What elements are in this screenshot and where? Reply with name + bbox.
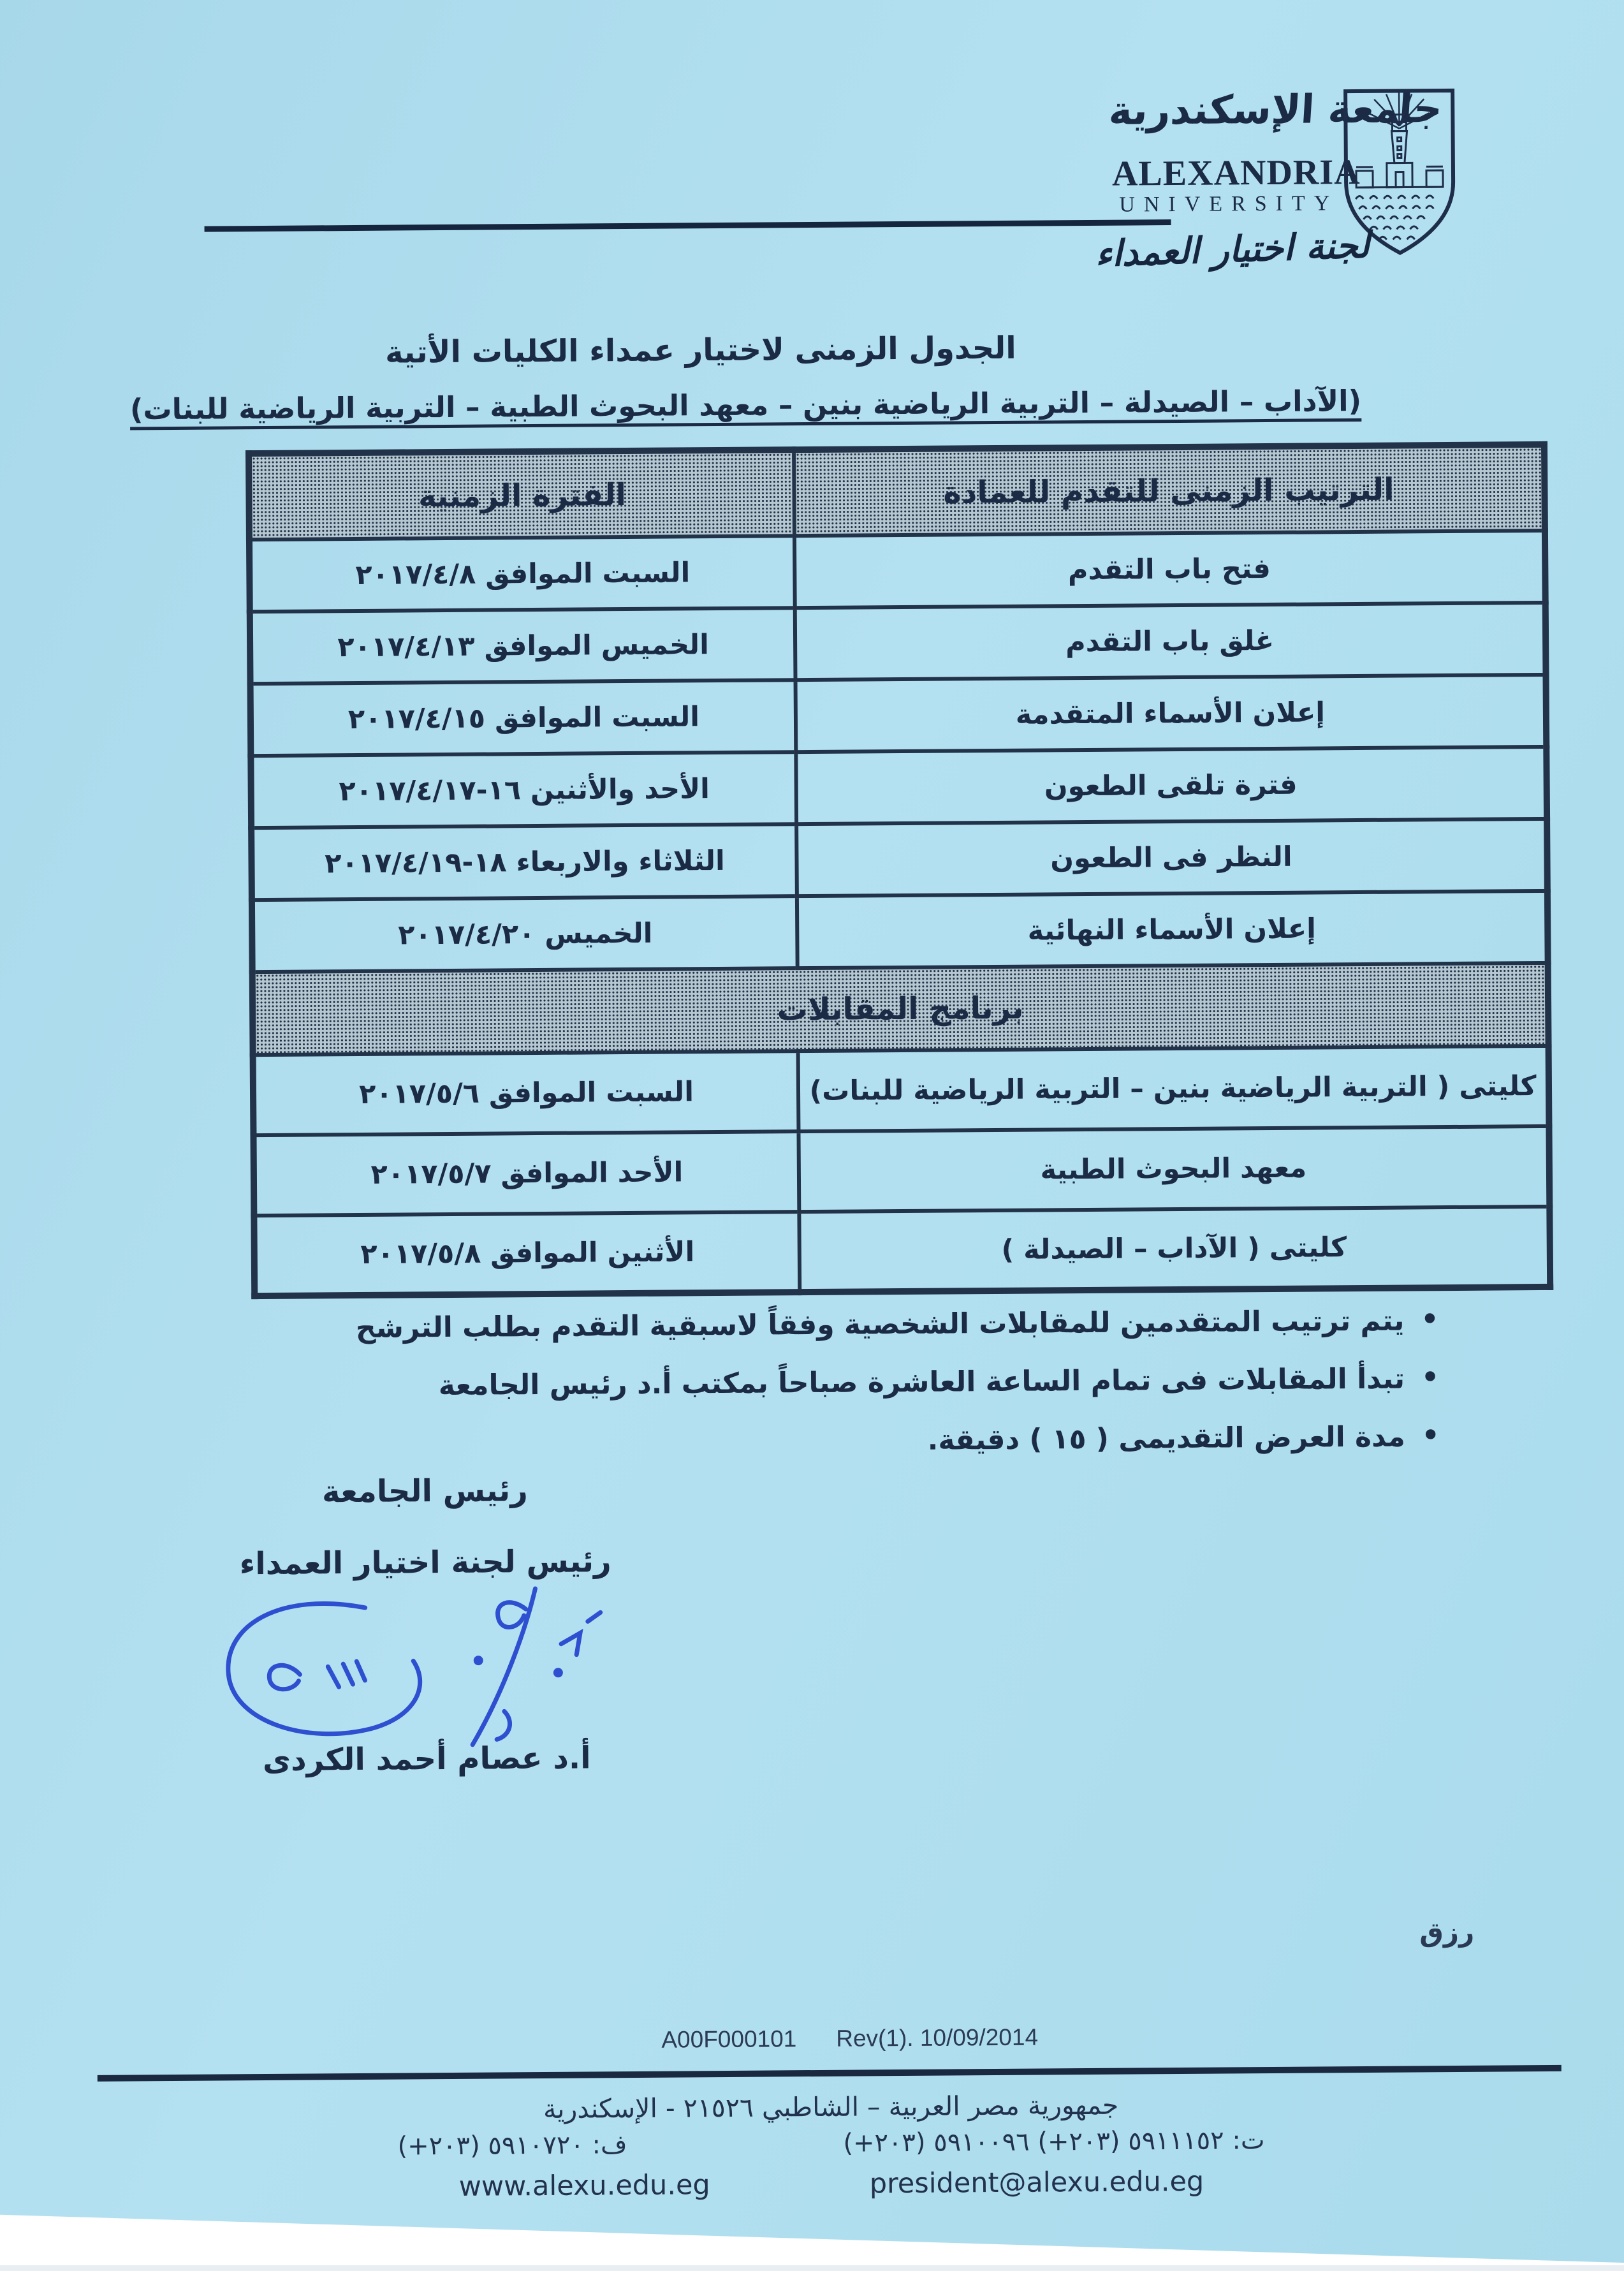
committee-script-title: لجنة اختيار العمداء	[1066, 224, 1399, 276]
website-url: www.alexu.edu.eg	[459, 2169, 710, 2203]
bullet-icon: •	[1422, 1420, 1440, 1452]
note-text: تبدأ المقابلات فى تمام الساعة العاشرة صباحاً بمكتب أ.د رئيس الجامعة	[439, 1363, 1405, 1402]
cell-order: إعلان الأسماء المتقدمة	[796, 675, 1547, 752]
cell-period: الثلاثاء والاربعاء ١٨-٢٠١٧/٤/١٩	[251, 824, 797, 900]
document-title: الجدول الزمنى لاختيار عمداء الكليات الأتية	[98, 328, 1303, 372]
cell-order: كليتى ( التربية الرياضية بنين – التربية الرياضية للبنات)	[798, 1046, 1549, 1131]
footer-divider	[98, 2065, 1562, 2082]
table-row	[252, 891, 1548, 972]
cell-order: فترة تلقى الطعون	[796, 747, 1547, 824]
contact-footer	[397, 2089, 1265, 2203]
note-item	[406, 1304, 1438, 1344]
faculties-subtitle: (الآداب – الصيدلة – التربية الرياضية بنين – معهد البحوث الطبية – التربية الرياضية للبنات)	[79, 383, 1412, 427]
cell-order: كليتى ( الآداب – الصيدلة )	[799, 1207, 1550, 1292]
cell-period: الخميس ٢٠١٧/٤/٢٠	[252, 896, 798, 972]
signer-name: أ.د عصام أحمد الكردى	[216, 1740, 637, 1779]
note-text: مدة العرض التقديمى ( ١٥ ) دقيقة.	[927, 1421, 1405, 1457]
form-code-number: A00F000101	[661, 2025, 796, 2053]
signature-block	[214, 1472, 637, 1779]
phone-fax-line	[397, 2126, 1264, 2161]
form-reference	[661, 2024, 1038, 2054]
cell-order: فتح باب التقدم	[794, 531, 1546, 608]
table-row	[251, 675, 1547, 756]
phone-numbers: ت: ٥٩١١١٥٢ (٢٠٣+) ٥٩١٠٠٩٦ (٢٠٣+)	[843, 2126, 1264, 2158]
postal-address: جمهورية مصر العربية – الشاطبي ٢١٥٢٦ - الإسكندرية	[397, 2089, 1264, 2125]
deans-schedule-table	[245, 441, 1553, 1299]
cell-period: الأحد والأثنين ١٦-٢٠١٧/٤/١٧	[251, 752, 796, 828]
table-row	[250, 603, 1546, 684]
cell-period: السبت الموافق ٢٠١٧/٥/٦	[253, 1051, 799, 1135]
cell-period: السبت الموافق ٢٠١٧/٤/١٥	[251, 680, 796, 756]
signer-role-president: رئيس الجامعة	[214, 1472, 635, 1511]
cell-period: الخميس الموافق ٢٠١٧/٤/١٣	[250, 608, 796, 684]
signer-role-committee-chair: رئيس لجنة اختيار العمداء	[215, 1543, 636, 1582]
notes-list	[406, 1304, 1440, 1485]
note-item	[407, 1420, 1440, 1460]
university-logo-arabic: جامعة الإسكندرية	[1108, 85, 1347, 134]
interviews-section-header: برنامج المقابلات	[252, 963, 1549, 1055]
section-header-row	[252, 963, 1549, 1055]
handwritten-signature	[202, 1582, 643, 1749]
table-row	[253, 1046, 1549, 1135]
cell-period: الأحد الموافق ٢٠١٧/٥/٧	[253, 1131, 799, 1216]
cell-order: إعلان الأسماء النهائية	[797, 891, 1548, 968]
cell-order: معهد البحوث الطبية	[798, 1126, 1549, 1212]
university-subname-english: UNIVERSITY	[1112, 191, 1345, 217]
column-header-period: الفترة الزمنية	[249, 450, 794, 540]
university-name-english: ALEXANDRIA	[1112, 152, 1345, 195]
table-row	[254, 1207, 1550, 1296]
note-item	[406, 1362, 1439, 1402]
handwritten-note: رزق	[1419, 1916, 1474, 1948]
bullet-icon: •	[1421, 1304, 1438, 1335]
table-header-row	[249, 445, 1545, 540]
letterhead-divider	[205, 219, 1171, 232]
table-row	[251, 819, 1547, 900]
cell-period: الأثنين الموافق ٢٠١٧/٥/٨	[254, 1212, 800, 1296]
president-email: president@alexu.edu.eg	[870, 2166, 1204, 2200]
table-row	[249, 531, 1546, 612]
note-text: يتم ترتيب المتقدمين للمقابلات الشخصية وفقاً لاسبقية التقدم بطلب الترشح	[356, 1305, 1405, 1344]
web-contacts-line	[398, 2165, 1265, 2203]
cell-order: غلق باب التقدم	[795, 603, 1546, 680]
cell-order: النظر فى الطعون	[796, 819, 1547, 896]
cell-period: السبت الموافق ٢٠١٧/٤/٨	[249, 536, 795, 612]
table-row	[253, 1126, 1549, 1216]
fax-number: ف: ٥٩١٠٧٢٠ (٢٠٣+)	[397, 2130, 627, 2161]
form-revision: Rev(1). 10/09/2014	[836, 2024, 1038, 2052]
table-row	[251, 747, 1547, 828]
column-header-order: الترتيب الزمنى للتقدم للعمادة	[794, 445, 1545, 536]
bullet-icon: •	[1421, 1362, 1439, 1393]
